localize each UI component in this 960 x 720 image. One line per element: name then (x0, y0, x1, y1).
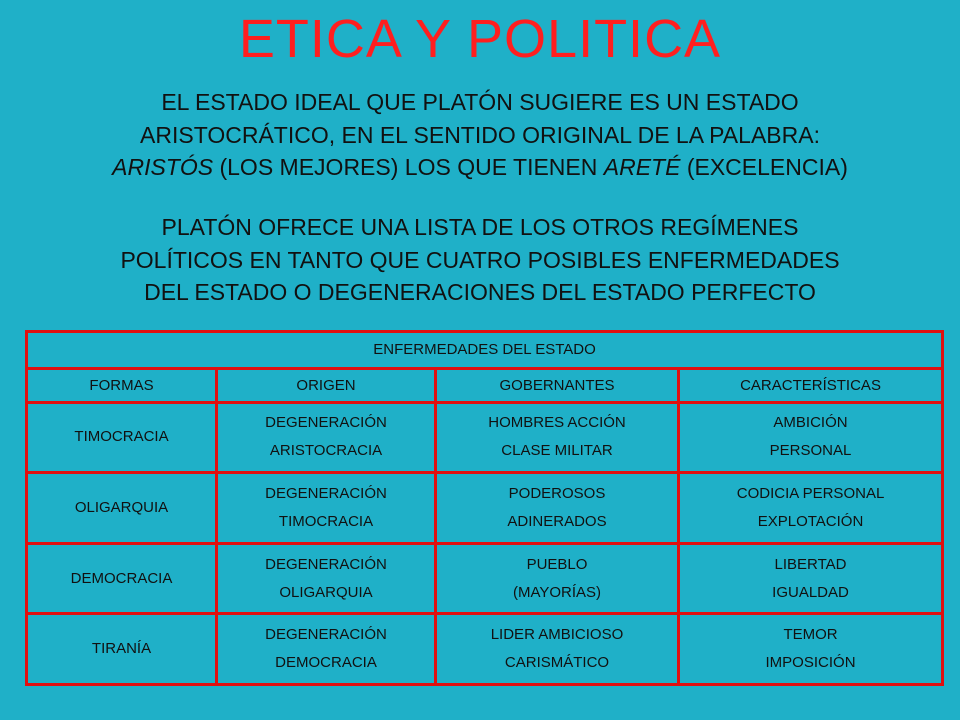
forma-cell: DEMOCRACIA (27, 543, 217, 614)
caracteristicas-cell (679, 543, 943, 614)
aristos-term: ARISTÓS (112, 154, 214, 180)
gobernantes-line: ADINERADOS (507, 512, 607, 530)
regimes-table (25, 330, 944, 686)
intro-line-1: EL ESTADO IDEAL QUE PLATÓN SUGIERE ES UN ESTADO (161, 89, 799, 115)
header-formas: FORMAS (27, 368, 217, 402)
origen-line: DEMOCRACIA (275, 654, 377, 672)
gobernantes-line: CLASE MILITAR (501, 442, 613, 460)
gobernantes-cell (436, 614, 679, 685)
origen-cell (217, 543, 436, 614)
table-row (27, 402, 943, 473)
header-gobernantes: GOBERNANTES (436, 368, 679, 402)
origen-line: DEGENERACIÓN (265, 414, 387, 432)
forma-cell: TIRANÍA (27, 614, 217, 685)
caracteristicas-line: PERSONAL (769, 442, 852, 460)
caracteristicas-line: IMPOSICIÓN (765, 654, 856, 672)
origen-cell (217, 473, 436, 544)
origen-cell (217, 614, 436, 685)
second-line-1: PLATÓN OFRECE UNA LISTA DE LOS OTROS REGÍMENES (161, 214, 799, 240)
origen-line: DEGENERACIÓN (265, 626, 387, 644)
forma-cell: TIMOCRACIA (27, 402, 217, 473)
intro-line-3 (20, 151, 940, 184)
table-caption-row (27, 332, 943, 369)
forma-cell: OLIGARQUIA (27, 473, 217, 544)
slide-title: ETICA Y POLITICA (238, 9, 722, 69)
table-header-row (27, 368, 943, 402)
table-row (27, 473, 943, 544)
gobernantes-line: PUEBLO (526, 555, 588, 573)
gobernantes-line: PODEROSOS (508, 484, 606, 502)
intro-paragraph (20, 86, 940, 184)
gobernantes-cell (436, 543, 679, 614)
table-caption: ENFERMEDADES DEL ESTADO (27, 332, 943, 369)
origen-cell (217, 402, 436, 473)
origen-line: ARISTOCRACIA (269, 442, 383, 460)
caracteristicas-line: CODICIA PERSONAL (736, 484, 885, 502)
gobernantes-cell (436, 402, 679, 473)
second-line-2: POLÍTICOS EN TANTO QUE CUATRO POSIBLES ENFERMEDADES (120, 246, 840, 273)
intro-line-2: ARISTOCRÁTICO, EN EL SENTIDO ORIGINAL DE LA PALABRA: (140, 121, 820, 148)
table-row (27, 614, 943, 685)
gobernantes-line: HOMBRES ACCIÓN (488, 414, 626, 432)
caracteristicas-line: IGUALDAD (772, 583, 849, 601)
gobernantes-line: CARISMÁTICO (504, 654, 610, 672)
caracteristicas-line: EXPLOTACIÓN (757, 512, 864, 530)
gobernantes-line: LIDER AMBICIOSO (490, 626, 624, 644)
caracteristicas-cell (679, 402, 943, 473)
header-caracteristicas: CARACTERÍSTICAS (679, 368, 943, 402)
caracteristicas-line: AMBICIÓN (773, 414, 848, 432)
caracteristicas-cell (679, 473, 943, 544)
gobernantes-line: (MAYORÍAS) (512, 583, 602, 601)
caracteristicas-cell (679, 614, 943, 685)
arete-term: ARETÉ (603, 154, 681, 180)
caracteristicas-line: TEMOR (783, 626, 838, 644)
origen-line: TIMOCRACIA (278, 512, 374, 530)
origen-line: DEGENERACIÓN (265, 555, 387, 573)
origen-line: OLIGARQUIA (279, 583, 373, 601)
caracteristicas-line: LIBERTAD (774, 555, 847, 573)
table-row (27, 543, 943, 614)
second-line-3: DEL ESTADO O DEGENERACIONES DEL ESTADO PERFECTO (144, 279, 816, 305)
intro-line-3-end: (EXCELENCIA) (680, 154, 848, 180)
header-origen: ORIGEN (217, 368, 436, 402)
second-paragraph (20, 211, 940, 309)
origen-line: DEGENERACIÓN (265, 484, 387, 502)
gobernantes-cell (436, 473, 679, 544)
intro-line-3-mid: (LOS MEJORES) LOS QUE TIENEN (213, 154, 604, 180)
